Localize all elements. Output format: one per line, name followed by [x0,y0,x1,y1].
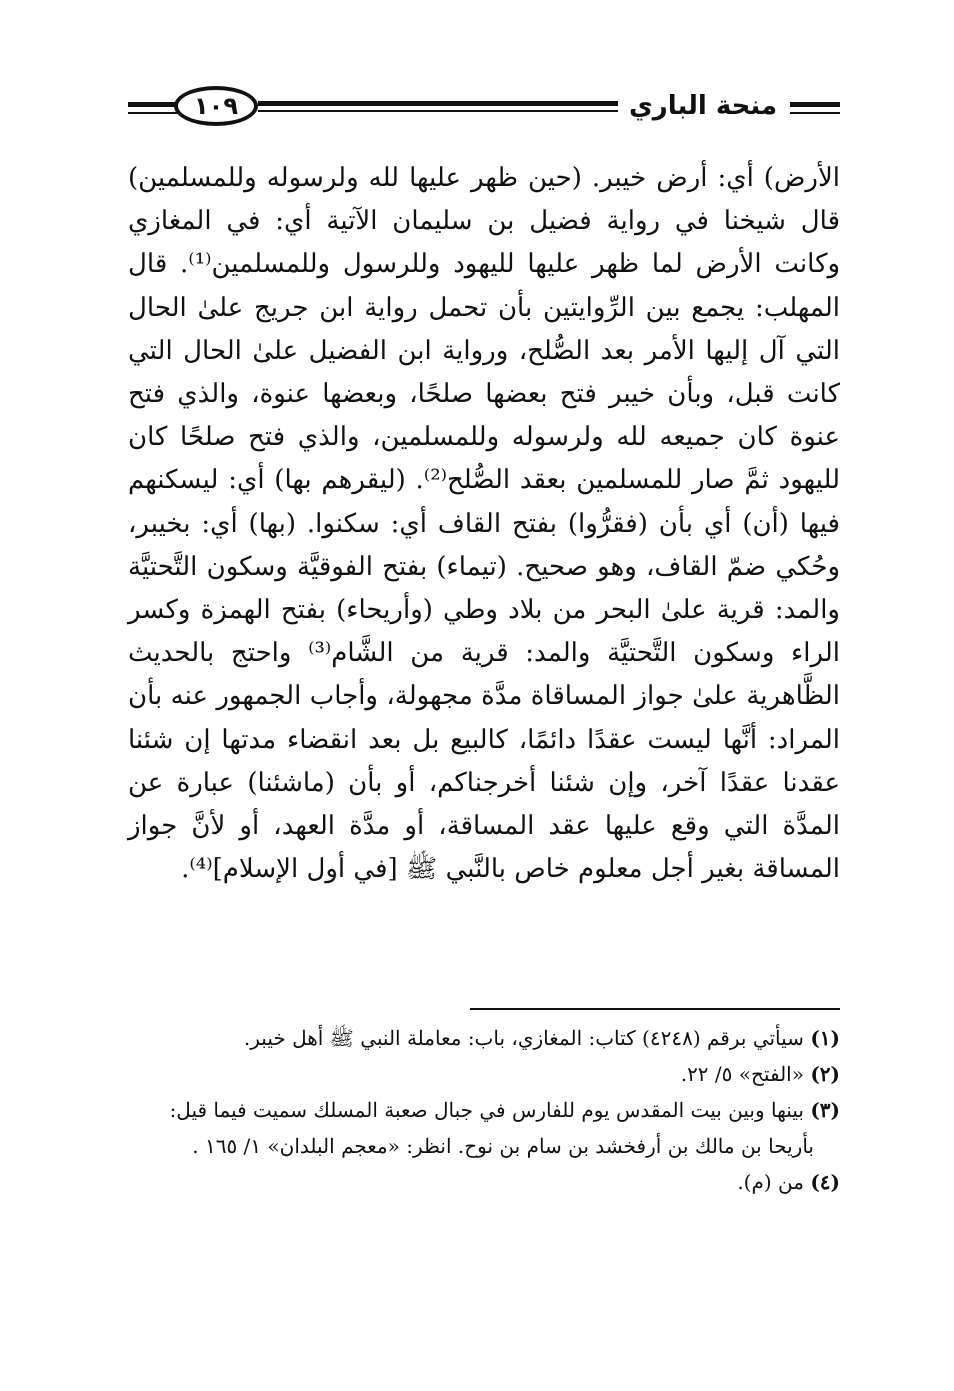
footnote-number: (٣) [810,1098,840,1122]
header-rule [258,110,618,112]
footnote-number: (١) [810,1026,840,1050]
footnotes [128,1020,840,1200]
header-rule [790,112,840,114]
footnote-3 [128,1092,840,1128]
page-number: ١٠٩ [174,86,258,126]
page-header [128,82,840,132]
footnote-number: (٤) [810,1170,840,1194]
footnote-4 [128,1164,840,1200]
header-rule [258,101,618,106]
footnote-separator [470,1008,840,1010]
footnote-text: «الفتح» ٥/ ٢٢. [680,1062,804,1086]
footnote-text: بينها وبين بيت المقدس يوم للفارس في جبال صعبة المسلك سميت فيما قيل: [169,1098,804,1122]
book-title: منحة الباري [628,91,778,121]
footnote-text: من (م). [737,1170,804,1194]
header-rule [128,112,178,114]
footnote-1 [128,1020,840,1056]
header-rule [790,102,840,107]
footnote-text: سيأتي برقم (٤٢٤٨) كتاب: المغازي، باب: معاملة النبي ﷺ أهل خيبر. [243,1026,804,1050]
footnote-2 [128,1056,840,1092]
body-paragraph: الأرض) أي: أرض خيبر. (حين ظهر عليها لله ولرسوله وللمسلمين) قال شيخنا في رواية فضيل بن سليمان الآتية أي: في المغازي وكانت الأرض لما ظهر عليها لليهود وللرسول وللمسلمين⁽¹⁾. قال المهلب: يجمع بين الرِّوايتين بأن تحمل رواية ابن جريج علىٰ الحال التي آل إليها الأمر بعد الصُّلح، ورواية ابن الفضيل علىٰ الحال التي كانت قبل، وبأن خيبر فتح بعضها صلحًا، وبعضها عنوة، والذي فتح عنوة كان جميعه لله ولرسوله وللمسلمين، والذي فتح صلحًا كان لليهود ثمَّ صار للمسلمين بعقد الصُّلح⁽²⁾. (ليقرهم بها) أي: ليسكنهم فيها (أن) أي بأن (فقرُّوا) بفتح القاف أي: سكنوا. (بها) أي: بخيبر، وحُكي ضمّ القاف، وهو صحيح. (تيماء) بفتح الفوقيَّة وسكون التَّحتيَّة والمد: قرية علىٰ البحر من بلاد وطي (وأريحاء) بفتح الهمزة وكسر الراء وسكون التَّحتيَّة والمد: قرية من الشَّام⁽³⁾ واحتج بالحديث الظَّاهرية علىٰ جواز المساقاة مدَّة مجهولة، وأجاب الجمهور عنه بأن المراد: أنَّها ليست عقدًا دائمًا، كالبيع بل بعد انقضاء مدتها إن شئنا عقدنا عقدًا آخر، وإن شئنا أخرجناكم، أو بأن (ماشئنا) عبارة عن المدَّة التي وقع عليها عقد المساقة، أو مدَّة العهد، أو لأنَّ جواز المساقة بغير أجل معلوم خاص بالنَّبي ﷺ [في أول الإسلام]⁽⁴⁾. [128,163,840,885]
body-text [128,157,840,891]
header-rule [128,102,178,107]
footnote-3-continued: بأريحا بن مالك بن أرفخشد بن سام بن نوح. انظر: «معجم البلدان» ١/ ١٦٥ . [192,1134,814,1158]
footnote-number: (٢) [810,1062,840,1086]
